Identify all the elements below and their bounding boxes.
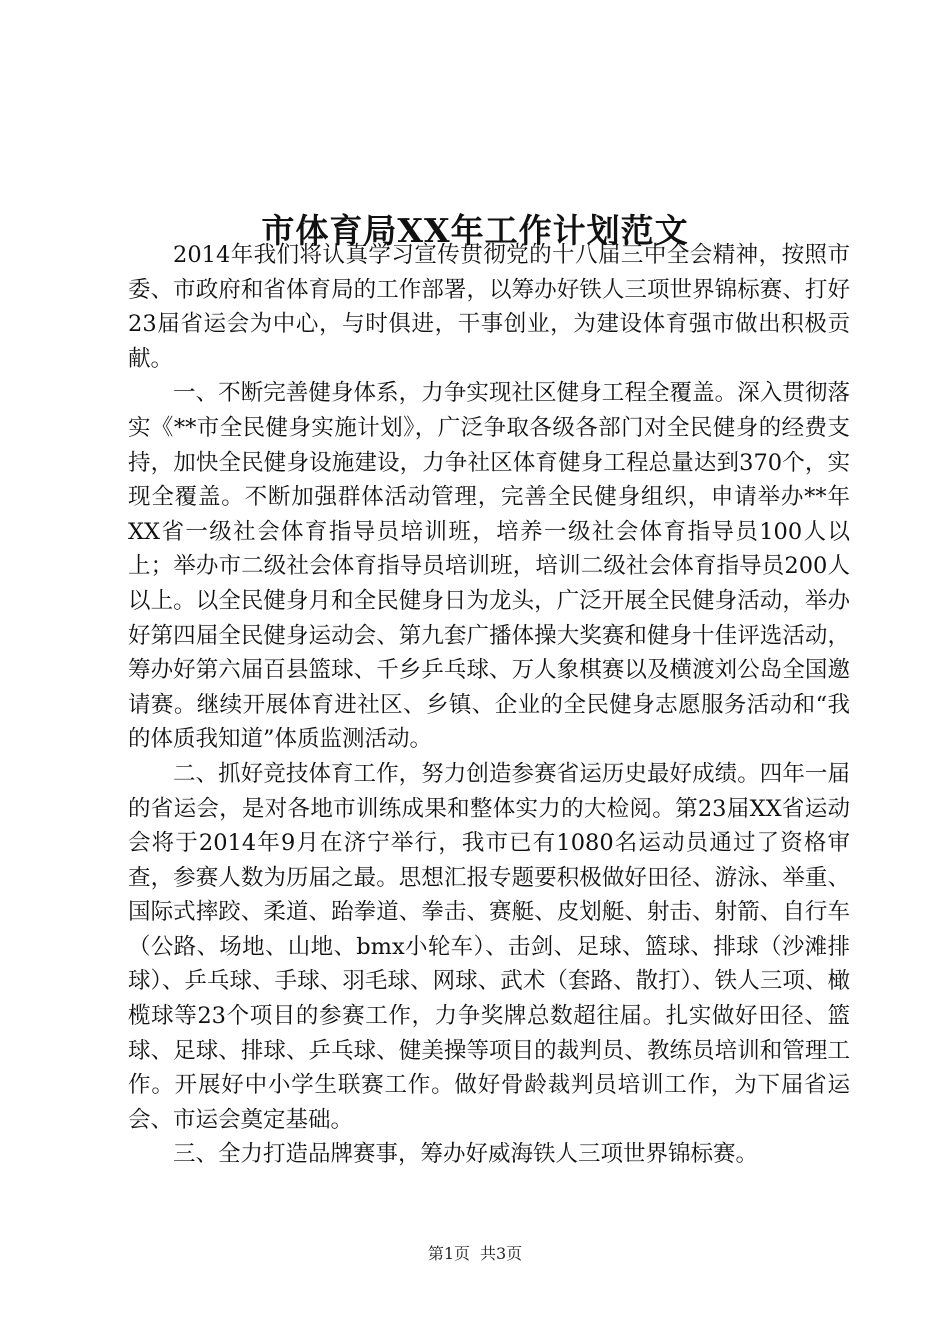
paragraph-section-one: 一、不断完善健身体系，力争实现社区健身工程全覆盖。深入贯彻落实《**市全民健身实施计划》，广泛争取各级各部门对全民健身的经费支持，加快全民健身设施建设，力争社区体育健身工程总量达到370个，实现全覆盖。不断加强群体活动管理，完善全民健身组织，申请举办**年XX省一级社会体育指导员培训班，培养一级社会体育指导员100人以上；举办市二级社会体育指导员培训班，培训二级社会体育指导员200人以上。以全民健身月和全民健身日为龙头，广泛开展全民健身活动，举办好第四届全民健身运动会、第九套广播体操大奖赛和健身十佳评选活动，筹办好第六届百县篮球、千乡乒乓球、万人象棋赛以及横渡刘公岛全国邀请赛。继续开展体育进社区、乡镇、企业的全民健身志愿服务活动和“我的体质我知道”体质监测活动。 <box>128 380 850 753</box>
document-body <box>128 238 850 1172</box>
document-title: 市体育局XX年工作计划范文 <box>261 211 689 251</box>
page-footer <box>0 1242 950 1266</box>
page-total: 共3页 <box>480 1244 523 1263</box>
page-number: 第1页 <box>427 1244 470 1263</box>
paragraph-intro: 2014年我们将认真学习宣传贯彻党的十八届三中全会精神，按照市委、市政府和省体育局的工作部署，以筹办好铁人三项世界锦标赛、打好23届省运会为中心，与时俱进，干事创业，为建设体育强市做出积极贡献。 <box>128 242 850 372</box>
paragraph-section-two: 二、抓好竞技体育工作，努力创造参赛省运历史最好成绩。四年一届的省运会，是对各地市训练成果和整体实力的大检阅。第23届XX省运动会将于2014年9月在济宁举行，我市已有1080名运动员通过了资格审查，参赛人数为历届之最。思想汇报专题要积极做好田径、游泳、举重、国际式摔跤、柔道、跆拳道、拳击、赛艇、皮划艇、射击、射箭、自行车（公路、场地、山地、bmx小轮车）、击剑、足球、篮球、排球（沙滩排球）、乒乓球、手球、羽毛球、网球、武术（套路、散打）、铁人三项、橄榄球等23个项目的参赛工作，力争奖牌总数超往届。扎实做好田径、篮球、足球、排球、乒乓球、健美操等项目的裁判员、教练员培训和管理工作。开展好中小学生联赛工作。做好骨龄裁判员培训工作，为下届省运会、市运会奠定基础。 <box>128 760 850 1133</box>
paragraph-section-three: 三、全力打造品牌赛事，筹办好威海铁人三项世界锦标赛。 <box>173 1141 759 1168</box>
